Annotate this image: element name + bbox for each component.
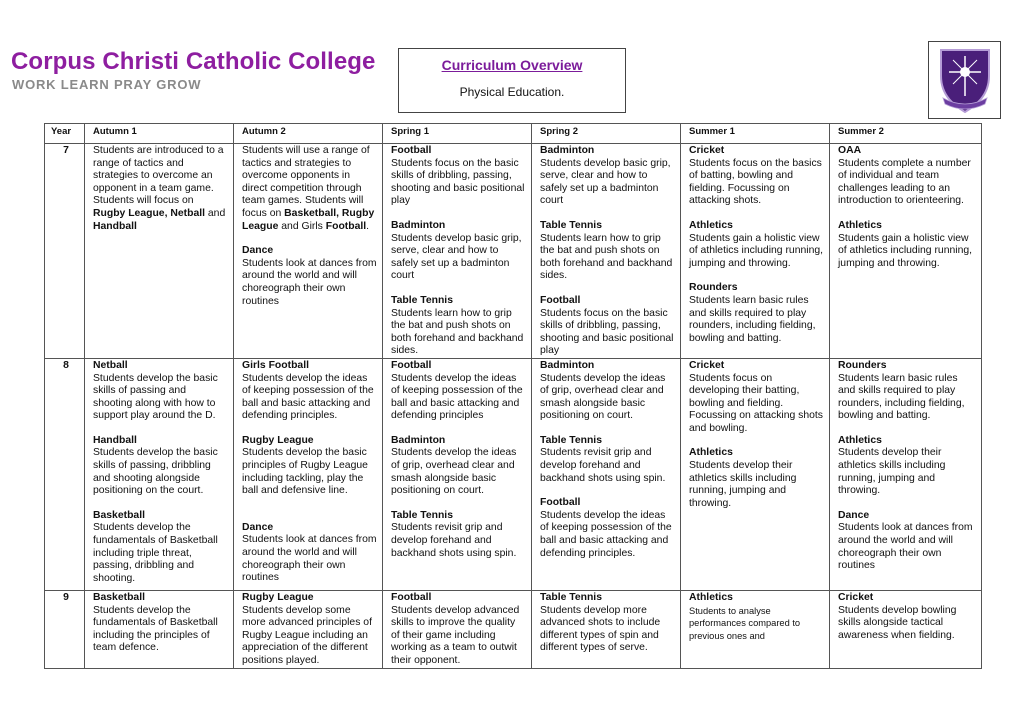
activity-heading: Table Tennis	[391, 509, 453, 521]
activity-block	[93, 435, 228, 498]
activity-heading: Rounders	[689, 282, 738, 294]
activity-heading: Basketball	[93, 591, 145, 603]
col-header-summer-2: Summer 2	[830, 124, 982, 144]
cell-y9-autumn-2	[234, 590, 383, 668]
year-cell: 8	[45, 358, 85, 590]
year-cell: 7	[45, 144, 85, 359]
cell-y8-summer-2	[830, 358, 982, 590]
activity-text: Students learn basic rules and skills required to play rounders, including fielding, bowling and batting.	[838, 372, 965, 422]
activity-text: Students focus on the basics of batting, bowling and fielding. Focussing on attacking shots.	[689, 157, 822, 207]
activity-heading: Badminton	[540, 145, 595, 156]
activity-block	[540, 145, 675, 208]
activity-block	[838, 220, 976, 270]
activity-heading: Badminton	[391, 219, 446, 231]
activity-heading: Handball	[93, 434, 137, 446]
activity-heading: Athletics	[689, 447, 733, 459]
activity-heading: Football	[391, 359, 432, 371]
activity-text: Students complete a number of individual and team challenges leading to an introduction to orienteering.	[838, 157, 971, 207]
page-title: Curriculum Overview	[441, 57, 583, 73]
cell-y9-spring-2	[532, 590, 681, 668]
activity-text: Students focus on the basic skills of dribbling, passing, shooting and basic positional play	[391, 157, 525, 207]
activity-text: Students develop their athletics skills including running, jumping and throwing.	[689, 460, 797, 509]
school-crest-icon	[937, 46, 993, 114]
activity-heading: Athletics	[838, 434, 882, 446]
activity-block	[391, 360, 526, 423]
cell-y8-autumn-2	[234, 358, 383, 590]
activity-block	[689, 145, 824, 208]
activity-text: Students look at dances from around the world and will choreograph their own routines	[242, 257, 377, 307]
activity-heading: Dance	[242, 245, 274, 257]
school-motto: WORK LEARN PRAY GROW	[12, 77, 202, 92]
activity-block	[838, 360, 976, 423]
activity-heading: Athletics	[689, 591, 733, 603]
curriculum-table	[44, 123, 982, 669]
school-name: Corpus Christi Catholic College	[11, 48, 376, 75]
activity-block	[242, 245, 377, 308]
activity-block	[540, 435, 675, 485]
col-header-autumn-2: Autumn 2	[234, 124, 383, 144]
activity-block	[838, 145, 976, 208]
activity-text: Students gain a holistic view of athletics including running, jumping and throwing.	[838, 232, 973, 269]
sport-list: Football	[325, 220, 367, 232]
activity-text: Students develop the basic skills of passing, dribbling and shooting alongside positioning on the court.	[93, 447, 218, 497]
col-header-spring-1: Spring 1	[383, 124, 532, 144]
activity-heading: Netball	[93, 359, 128, 371]
cell-y7-autumn-1	[85, 144, 234, 359]
activity-heading: Cricket	[838, 591, 874, 603]
activity-text: Students develop basic grip, serve, clear and how to safely set up a badminton court	[391, 232, 522, 282]
activity-text: Students gain a holistic view of athletics including running, jumping and throwing.	[689, 232, 824, 269]
activity-block	[93, 592, 228, 655]
activity-block	[391, 435, 526, 498]
activity-text: Students develop basic grip, serve, clear and how to safely set up a badminton court	[540, 157, 671, 207]
crest-box	[928, 41, 1001, 119]
cell-y7-summer-1	[681, 144, 830, 359]
activity-text: Students learn how to grip the bat and push shots on both forehand and backhand sides.	[391, 307, 524, 357]
col-header-year: Year	[45, 124, 85, 144]
activity-block	[242, 592, 377, 668]
activity-text: Students develop the basic principles of Rugby League including tackling, play the ball and defensive line.	[242, 447, 368, 497]
cell-y8-spring-2	[532, 358, 681, 590]
table-row-year-9	[45, 590, 982, 668]
activity-block	[391, 220, 526, 283]
cell-y7-spring-2	[532, 144, 681, 359]
activity-block	[391, 145, 526, 208]
activity-text: Students develop the fundamentals of Basketball including triple threat, passing, dribbling and shooting.	[93, 522, 218, 584]
cell-y7-spring-1	[383, 144, 532, 359]
activity-heading: Dance	[242, 521, 274, 533]
cell-text: Students will use a range of tactics and strategies to overcome opponents in direct competition through team games. Students will focus on	[242, 145, 370, 219]
activity-text: Students develop bowling skills alongside tactical awareness when fielding.	[838, 604, 957, 641]
activity-text: Students develop the ideas of grip, overhead clear and smash alongside basic positioning on court.	[540, 372, 666, 422]
cell-y9-summer-2	[830, 590, 982, 668]
activity-text: Students look at dances from around the world and will choreograph their own routines	[242, 534, 377, 584]
year-cell: 9	[45, 590, 85, 668]
activity-text: Students learn how to grip the bat and push shots on both forehand and backhand sides.	[540, 232, 673, 282]
activity-text: Students develop the basic skills of passing and shooting along with how to support play around the D.	[93, 372, 218, 422]
activity-block	[838, 510, 976, 573]
sport-list: Handball	[93, 220, 137, 232]
activity-heading: Badminton	[540, 359, 595, 371]
cell-y7-autumn-2	[234, 144, 383, 359]
activity-heading: Football	[391, 591, 432, 603]
activity-block	[689, 592, 824, 642]
activity-heading: Football	[540, 497, 581, 509]
activity-text: Students develop the ideas of keeping possession of the ball and basic attacking and defending principles.	[540, 509, 672, 559]
activity-block	[540, 497, 675, 560]
cell-y8-autumn-1	[85, 358, 234, 590]
activity-heading: OAA	[838, 145, 862, 156]
cell-y9-autumn-1	[85, 590, 234, 668]
activity-text: Students to analyse performances compared to previous ones and	[689, 605, 801, 641]
sport-list: Rugby League, Netball	[93, 207, 206, 219]
activity-text: Students learn basic rules and skills required to play rounders, including fielding, bowling and batting.	[689, 294, 816, 344]
subject-name: Physical Education.	[459, 85, 565, 99]
activity-heading: Rugby League	[242, 434, 314, 446]
cell-y8-spring-1	[383, 358, 532, 590]
col-header-spring-2: Spring 2	[532, 124, 681, 144]
activity-heading: Table Tennis	[540, 219, 602, 231]
col-header-autumn-1: Autumn 1	[85, 124, 234, 144]
activity-heading: Badminton	[391, 434, 446, 446]
cell-y8-summer-1	[681, 358, 830, 590]
cell-text: .	[366, 220, 370, 232]
activity-heading: Cricket	[689, 359, 725, 371]
table-row-year-7	[45, 144, 982, 359]
activity-heading: Girls Football	[242, 359, 309, 371]
activity-heading: Dance	[838, 509, 870, 521]
activity-heading: Football	[391, 145, 432, 156]
activity-heading: Table Tennis	[540, 434, 602, 446]
cell-text: and Girls	[281, 220, 323, 232]
activity-heading: Table Tennis	[391, 294, 453, 306]
activity-block	[242, 145, 377, 233]
activity-block	[391, 510, 526, 560]
cell-text: and	[207, 207, 226, 219]
activity-text: Students develop the fundamentals of Basketball including the principles of team defence.	[93, 604, 218, 654]
table-row-year-8	[45, 358, 982, 590]
activity-heading: Rugby League	[242, 591, 314, 603]
activity-block	[838, 435, 976, 498]
activity-text: Students focus on developing their batting, bowling and fielding. Focussing on attacking shots and bowling.	[689, 372, 823, 434]
activity-heading: Basketball	[93, 509, 145, 521]
activity-block	[540, 360, 675, 423]
title-box	[398, 48, 626, 113]
activity-heading: Table Tennis	[540, 591, 602, 603]
activity-block	[689, 360, 824, 436]
activity-block	[540, 295, 675, 358]
sport-list: Basketball, Rugby League	[242, 207, 375, 232]
cell-y9-spring-1	[383, 590, 532, 668]
activity-block	[93, 360, 228, 423]
activity-text: Students develop the ideas of grip, overhead clear and smash alongside basic positioning on court.	[391, 447, 517, 497]
activity-text: Students develop the ideas of keeping possession of the ball and basic attacking and defending principles	[391, 372, 523, 422]
activity-text: Students revisit grip and develop forehand and backhand shots using spin.	[391, 522, 517, 559]
activity-text: Students develop their athletics skills including running, jumping and throwing.	[838, 447, 946, 497]
col-header-summer-1: Summer 1	[681, 124, 830, 144]
activity-block	[391, 295, 526, 358]
activity-block	[391, 592, 526, 668]
cell-text: Students are introduced to a range of tactics and strategies to overcome an opponent in a team game. Students will focus on	[93, 145, 224, 207]
activity-heading: Football	[540, 294, 581, 306]
activity-block	[242, 435, 377, 498]
activity-block	[540, 220, 675, 283]
activity-text: Students develop advanced skills to improve the quality of their game including working as a team to outwit their opponent.	[391, 604, 520, 666]
table-header-row	[45, 124, 982, 144]
activity-text: Students develop some more advanced principles of Rugby League including an appreciation of the different positions played.	[242, 604, 372, 666]
activity-text: Students develop more advanced shots to include different types of spin and different types of serve.	[540, 604, 661, 654]
activity-block	[242, 360, 377, 423]
activity-text: Students focus on the basic skills of dribbling, passing, shooting and basic positional play	[540, 307, 674, 357]
activity-block	[689, 220, 824, 270]
activity-heading: Rounders	[838, 359, 887, 371]
activity-block	[242, 522, 377, 585]
activity-block	[689, 282, 824, 345]
activity-block	[93, 510, 228, 586]
activity-block	[540, 592, 675, 655]
activity-block	[689, 447, 824, 510]
cell-y9-summer-1	[681, 590, 830, 668]
activity-heading: Athletics	[838, 219, 882, 231]
activity-block	[838, 592, 976, 642]
activity-heading: Athletics	[689, 219, 733, 231]
activity-text: Students revisit grip and develop forehand and backhand shots using spin.	[540, 447, 666, 484]
cell-y7-summer-2	[830, 144, 982, 359]
activity-text: Students develop the ideas of keeping possession of the ball and basic attacking and defending principles.	[242, 372, 374, 422]
activity-heading: Cricket	[689, 145, 725, 156]
activity-text: Students look at dances from around the world and will choreograph their own routines	[838, 522, 973, 572]
